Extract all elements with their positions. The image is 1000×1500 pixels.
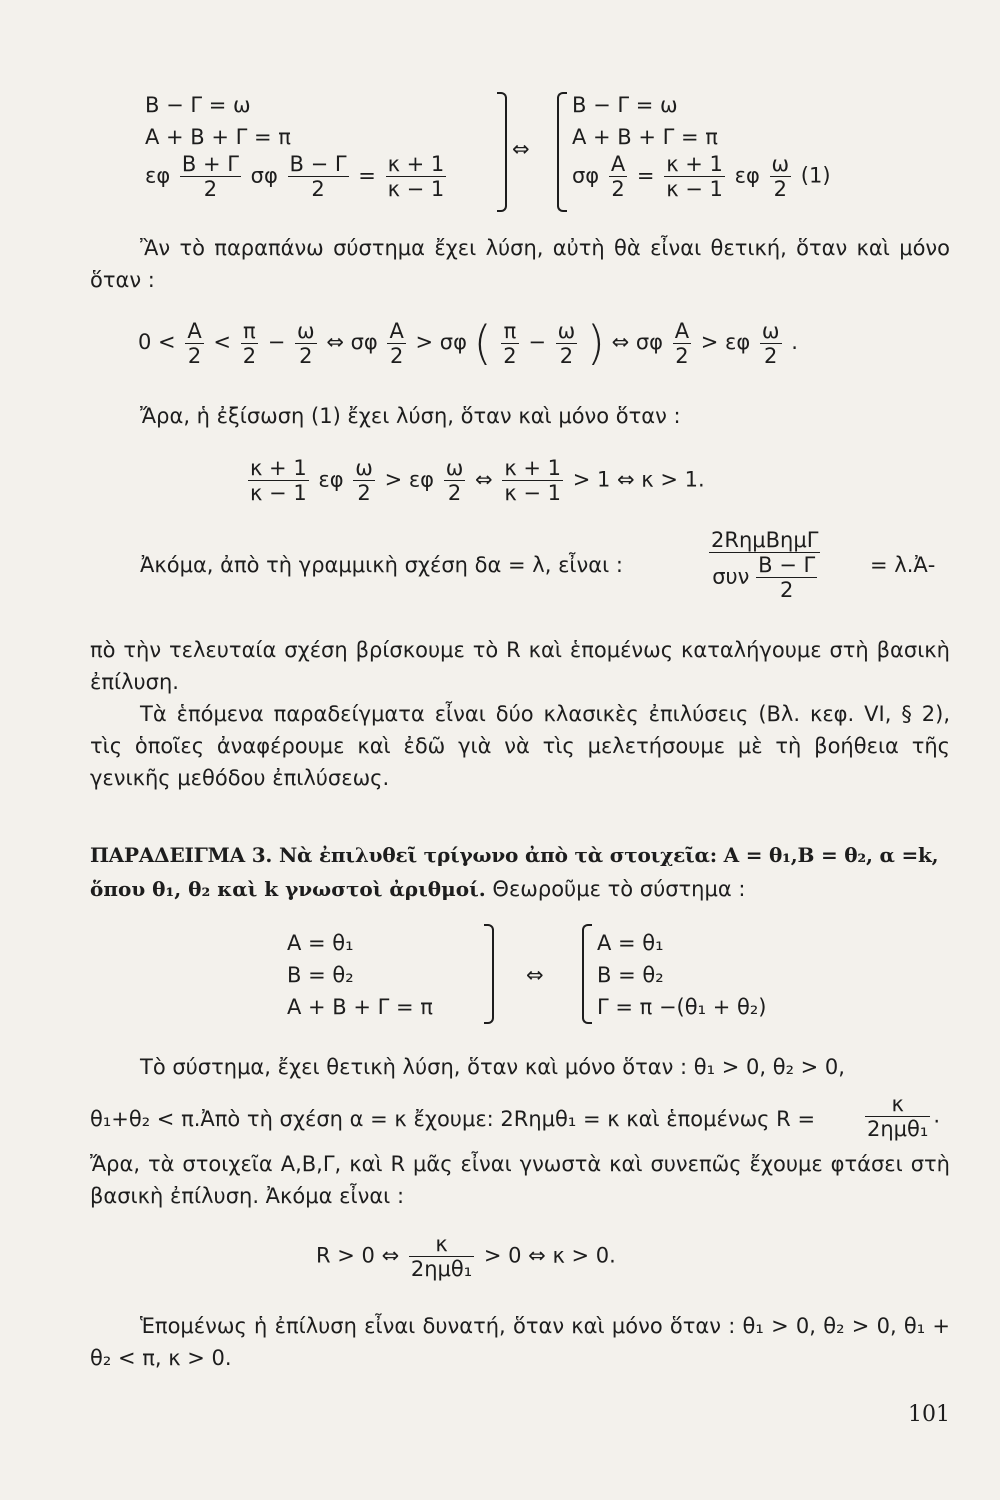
- inequality-2: $\frac{\kappa + 1}{\kappa - 1}$ εφ $\frac{\omega}{2}$ > εφ $\frac{\omega}{2}$ ⇔ $\frac{\kappa + 1}{\kappa - 1}$ > 1 ⇔ κ > 1.: [250, 456, 705, 505]
- paragraph-4: πὸ τὴν τελευταία σχέση βρίσκουμε τὸ R καὶ ἑπομένως καταλήγουμε στὴ βασικὴ ἐπίλυση.: [90, 638, 950, 694]
- paragraph-2: Ἄρα, ἡ ἐξίσωση (1) ἔχει λύση, ὅταν καὶ μόνο ὅταν :: [140, 404, 681, 428]
- equivalence-arrow: ⇔: [512, 137, 530, 161]
- left-brace: [557, 92, 567, 212]
- system2-right-brace: [484, 924, 494, 1024]
- paragraph-7-fraction: $\frac{\kappa}{\text{2ημθ₁}}$ .: [867, 1092, 940, 1141]
- system1-left-eq1: Β − Γ = ω: [145, 93, 251, 117]
- system1-left-eq2: Α + Β + Γ = π: [145, 125, 291, 149]
- paragraph-7: θ₁+θ₂ < π.Ἀπὸ τὴ σχέση α = κ ἔχουμε: 2Rημθ₁ = κ καὶ ἑπομένως R =: [90, 1107, 816, 1131]
- system1-right-eq1: Β − Γ = ω: [572, 93, 678, 117]
- example-heading: ΠΑΡΑΔΕΙΓΜΑ 3. Νὰ ἐπιλυθεῖ τρίγωνο ἀπὸ τὰ στοιχεῖα: Α = θ₁,Β = θ₂, α =k,: [90, 843, 939, 867]
- system2-left-brace: [582, 924, 592, 1024]
- system1-right-eq3: σφ $\frac{A}{2}$ = $\frac{\kappa + 1}{\kappa - 1}$ εφ $\frac{\omega}{2}$ (1): [572, 152, 831, 201]
- inequality-1: 0 < $\frac{A}{2}$ < $\frac{\pi}{2}$ − $\frac{\omega}{2}$ ⇔ σφ $\frac{A}{2}$ > σφ ( $\frac{\pi}{2}$ − $\frac{\omega}{2}$ ) ⇔ σφ $\frac{A}{2}$ > εφ $\frac{\omega}{2}$ .: [138, 316, 798, 370]
- system2-right-eq2: Β = θ₂: [597, 963, 664, 987]
- page-number: 101: [908, 1402, 950, 1427]
- system2-right-eq1: Α = θ₁: [597, 931, 664, 955]
- right-brace: [497, 92, 507, 212]
- system1-right-eq2: Α + Β + Γ = π: [572, 125, 718, 149]
- paragraph-3-fraction: 2RημΒημΓ συν $\frac{B - \Gamma}{2}$: [711, 528, 819, 602]
- paragraph-8: Ἄρα, τὰ στοιχεῖα Α,Β,Γ, καὶ R μᾶς εἶναι γνωστὰ καὶ συνεπῶς ἔχουμε φτάσει στὴ βασικὴ ἐπίλυση. Ἀκόμα εἶναι :: [90, 1152, 950, 1208]
- system1-left-eq3: εφ $\frac{B + \Gamma}{2}$ σφ $\frac{B - \Gamma}{2}$ = $\frac{\kappa + 1}{\kappa - 1}$: [145, 152, 445, 201]
- system2-arrow: ⇔: [526, 963, 544, 987]
- paragraph-9: Ἑπομένως ἡ ἐπίλυση εἶναι δυνατή, ὅταν καὶ μόνο ὅταν : θ₁ > 0, θ₂ > 0, θ₁ + θ₂ < π, κ > 0.: [90, 1314, 950, 1370]
- paragraph-3-tail: = λ.Ἀ-: [870, 553, 936, 577]
- system2-right-eq3: Γ = π −(θ₁ + θ₂): [597, 995, 767, 1019]
- system2-left-eq1: Α = θ₁: [287, 931, 354, 955]
- paragraph-6: Τὸ σύστημα, ἔχει θετικὴ λύση, ὅταν καὶ μόνο ὅταν : θ₁ > 0, θ₂ > 0,: [140, 1055, 845, 1079]
- paragraph-5: Τὰ ἑπόμενα παραδείγματα εἶναι δύο κλασικὲς ἐπιλύσεις (Βλ. κεφ. VI, § 2), τὶς ὁποῖες ἀναφέρουμε καὶ ἐδῶ γιὰ νὰ τὶς μελετήσουμε μὲ τὴ βοήθεια τῆς γενικῆς μεθόδου ἐπιλύσεως.: [90, 702, 950, 790]
- system2-left-eq3: Α + Β + Γ = π: [287, 995, 433, 1019]
- example-line-2: ὅπου θ₁, θ₂ καὶ k γνωστοὶ ἀριθμοί. Θεωροῦμε τὸ σύστημα :: [90, 877, 746, 901]
- system2-left-eq2: Β = θ₂: [287, 963, 354, 987]
- inequality-3: R > 0 ⇔ $\frac{\kappa}{\text{2ημθ₁}}$ > 0 ⇔ κ > 0.: [316, 1232, 616, 1281]
- paragraph-1: Ἂν τὸ παραπάνω σύστημα ἔχει λύση, αὐτὴ θὰ εἶναι θετική, ὅταν καὶ μόνο ὅταν :: [90, 236, 950, 292]
- paragraph-3: Ἀκόμα, ἀπὸ τὴ γραμμικὴ σχέση δα = λ, εἶναι :: [140, 553, 623, 577]
